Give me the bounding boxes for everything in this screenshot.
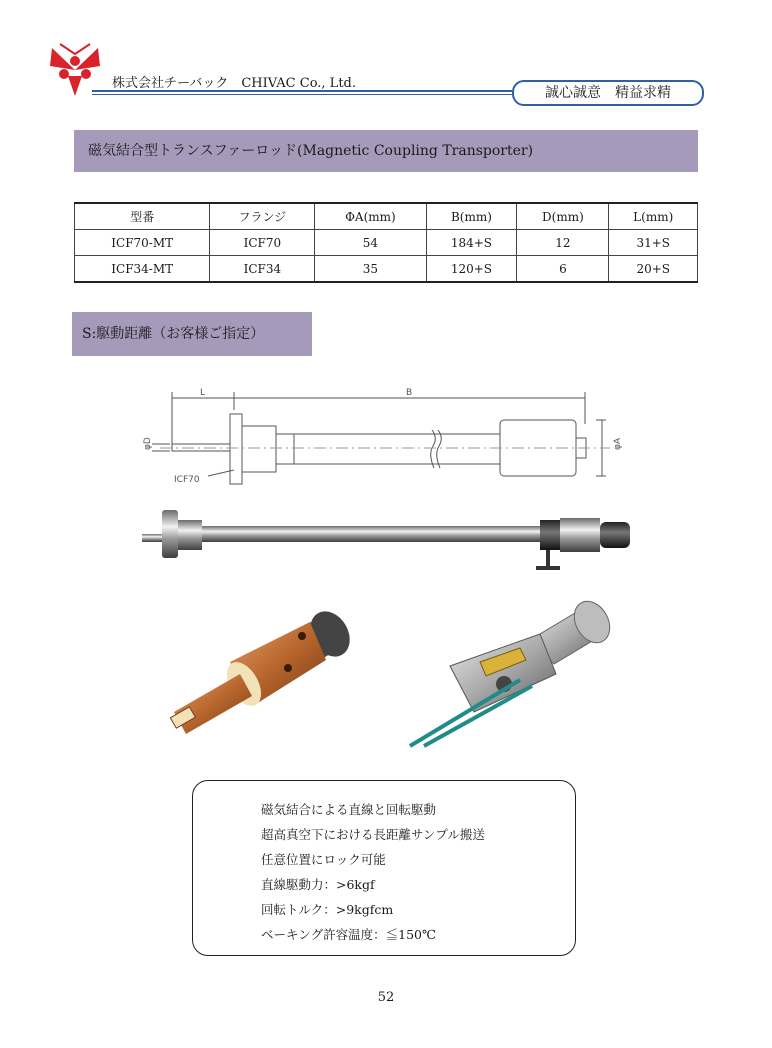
table-cell: 6 <box>517 256 609 283</box>
drawing-label-l: L <box>200 388 206 398</box>
feature-item: 任意位置にロック可能 <box>261 852 386 867</box>
drawing-label-b: B <box>406 388 413 398</box>
table-cell: 35 <box>315 256 426 283</box>
page-number: 52 <box>377 990 395 1005</box>
feature-item: 回転トルク：>9kgfcm <box>261 902 394 917</box>
table-cell: ICF34 <box>210 256 315 283</box>
table-header-cell: ΦA(mm) <box>315 203 426 230</box>
drawing-label-flange: ICF70 <box>174 475 200 485</box>
table-cell: 20+S <box>609 256 698 283</box>
table-header-row <box>75 203 698 230</box>
company-name: 株式会社チーバック CHIVAC Co., Ltd. <box>112 76 356 91</box>
dimension-drawing <box>130 380 640 490</box>
table-header-cell: フランジ <box>210 203 315 230</box>
table-row <box>75 256 698 283</box>
table-cell: ICF70 <box>210 230 315 256</box>
table-header-cell: B(mm) <box>426 203 517 230</box>
table-cell: ICF34-MT <box>75 256 210 283</box>
header-rule <box>92 90 512 92</box>
table-header-cell: D(mm) <box>517 203 609 230</box>
drawing-label-a: φA <box>613 437 623 450</box>
inner-magnet-photo <box>160 600 360 740</box>
feature-item: 磁気結合による直線と回転駆動 <box>261 802 437 817</box>
drawing-label-d: φD <box>143 437 153 450</box>
table-cell: 54 <box>315 230 426 256</box>
header-rule-thin <box>92 94 512 95</box>
section-label: S:駆動距離（お客様ご指定） <box>72 312 312 356</box>
table-cell: 184+S <box>426 230 517 256</box>
transfer-rod-photo <box>140 504 640 580</box>
table-header-cell: 型番 <box>75 203 210 230</box>
table-header-cell: L(mm) <box>609 203 698 230</box>
feature-item: ベーキング許容温度：≦150℃ <box>261 927 436 942</box>
feature-item: 直線駆動力：>6kgf <box>261 877 375 892</box>
motto-badge: 誠心誠意 精益求精 <box>512 80 704 106</box>
sample-holder-photo <box>390 600 620 750</box>
page-title: 磁気結合型トランスファーロッド(Magnetic Coupling Transporter) <box>74 130 698 172</box>
table-cell: 120+S <box>426 256 517 283</box>
table-cell: 31+S <box>609 230 698 256</box>
spec-table <box>74 202 698 283</box>
feature-item: 超高真空下における長距離サンプル搬送 <box>261 827 485 842</box>
table-row <box>75 230 698 256</box>
table-cell: ICF70-MT <box>75 230 210 256</box>
table-cell: 12 <box>517 230 609 256</box>
features-box <box>192 780 576 956</box>
